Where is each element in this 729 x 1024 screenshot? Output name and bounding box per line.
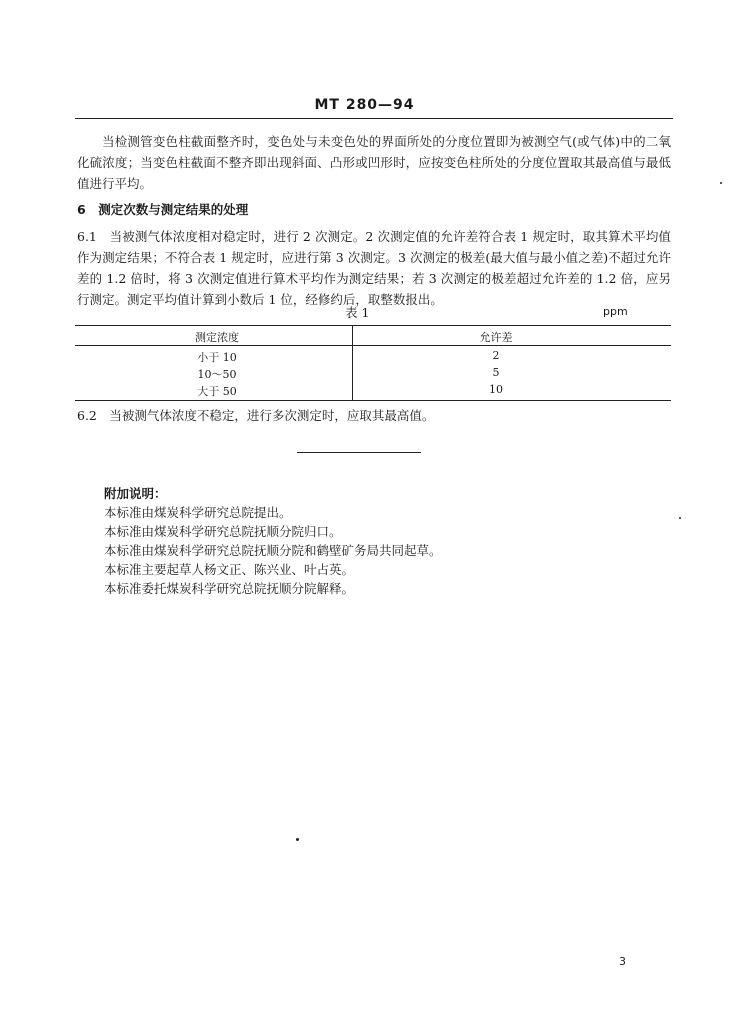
- end-of-text-rule: [297, 452, 421, 453]
- notes-line: 本标准由煤炭科学研究总院抚顺分院归口。: [104, 524, 342, 539]
- page-number: 3: [619, 955, 626, 968]
- table-unit: ppm: [603, 305, 628, 318]
- table-caption: 表 1: [345, 305, 370, 320]
- table-header-tolerance: 允许差: [479, 331, 513, 344]
- scan-speck: [720, 182, 722, 184]
- header-rule: [75, 118, 673, 119]
- table-cell: 2: [492, 349, 500, 362]
- table-cell: 10: [489, 383, 503, 396]
- table-bottom-rule: [75, 400, 671, 401]
- table-header-concentration: 测定浓度: [195, 331, 239, 344]
- notes-line: 本标准由煤炭科学研究总院抚顺分院和鹤壁矿务局共同起草。: [104, 543, 442, 558]
- notes-line: 本标准委托煤炭科学研究总院抚顺分院解释。: [104, 581, 355, 596]
- document-code-header: MT 280—94: [314, 97, 415, 113]
- table-cell: 小于 10: [197, 351, 237, 364]
- scan-speck: [296, 838, 299, 841]
- notes-title: 附加说明：: [104, 486, 167, 501]
- additional-notes: [104, 484, 442, 598]
- notes-line: 本标准主要起草人杨文正、陈兴业、叶占英。: [104, 562, 355, 577]
- notes-line: 本标准由煤炭科学研究总院提出。: [104, 505, 292, 520]
- section-6-heading: 6 测定次数与测定结果的处理: [77, 202, 249, 217]
- clause-6-1: 6.1 当被测气体浓度相对稳定时，进行 2 次测定。2 次测定值的允许差符合表 1 规定时，取其算术平均值作为测定结果；不符合表 1 规定时，应进行第 3 次测定。3 次测定的极差(最大值与最小值之差)不超过允许差的 1.2 倍时，将 3 次测定值进行算术平均作为测定结果；若 3 次测定的极差超过允许差的 1.2 倍，应另行测定。测定平均值计算到小数后 1 位，经修约后，取整数报出。: [77, 229, 671, 307]
- table-header-rule: [75, 345, 671, 346]
- table-cell: 10～50: [197, 368, 237, 381]
- table-cell: 大于 50: [197, 385, 237, 398]
- scan-speck: [679, 517, 681, 519]
- table-column-divider: [352, 325, 353, 401]
- table-cell: 5: [492, 366, 500, 379]
- intro-paragraph: 当检测管变色柱截面整齐时，变色处与未变色处的界面所处的分度位置即为被测空气(或气体)中的二氧化硫浓度；当变色柱截面不整齐即出现斜面、凸形或凹形时，应按变色柱所处的分度位置取其最高值与最低值进行平均。: [77, 134, 671, 191]
- clause-6-2: 6.2 当被测气体浓度不稳定，进行多次测定时，应取其最高值。: [77, 408, 435, 423]
- table-top-rule: [75, 325, 671, 326]
